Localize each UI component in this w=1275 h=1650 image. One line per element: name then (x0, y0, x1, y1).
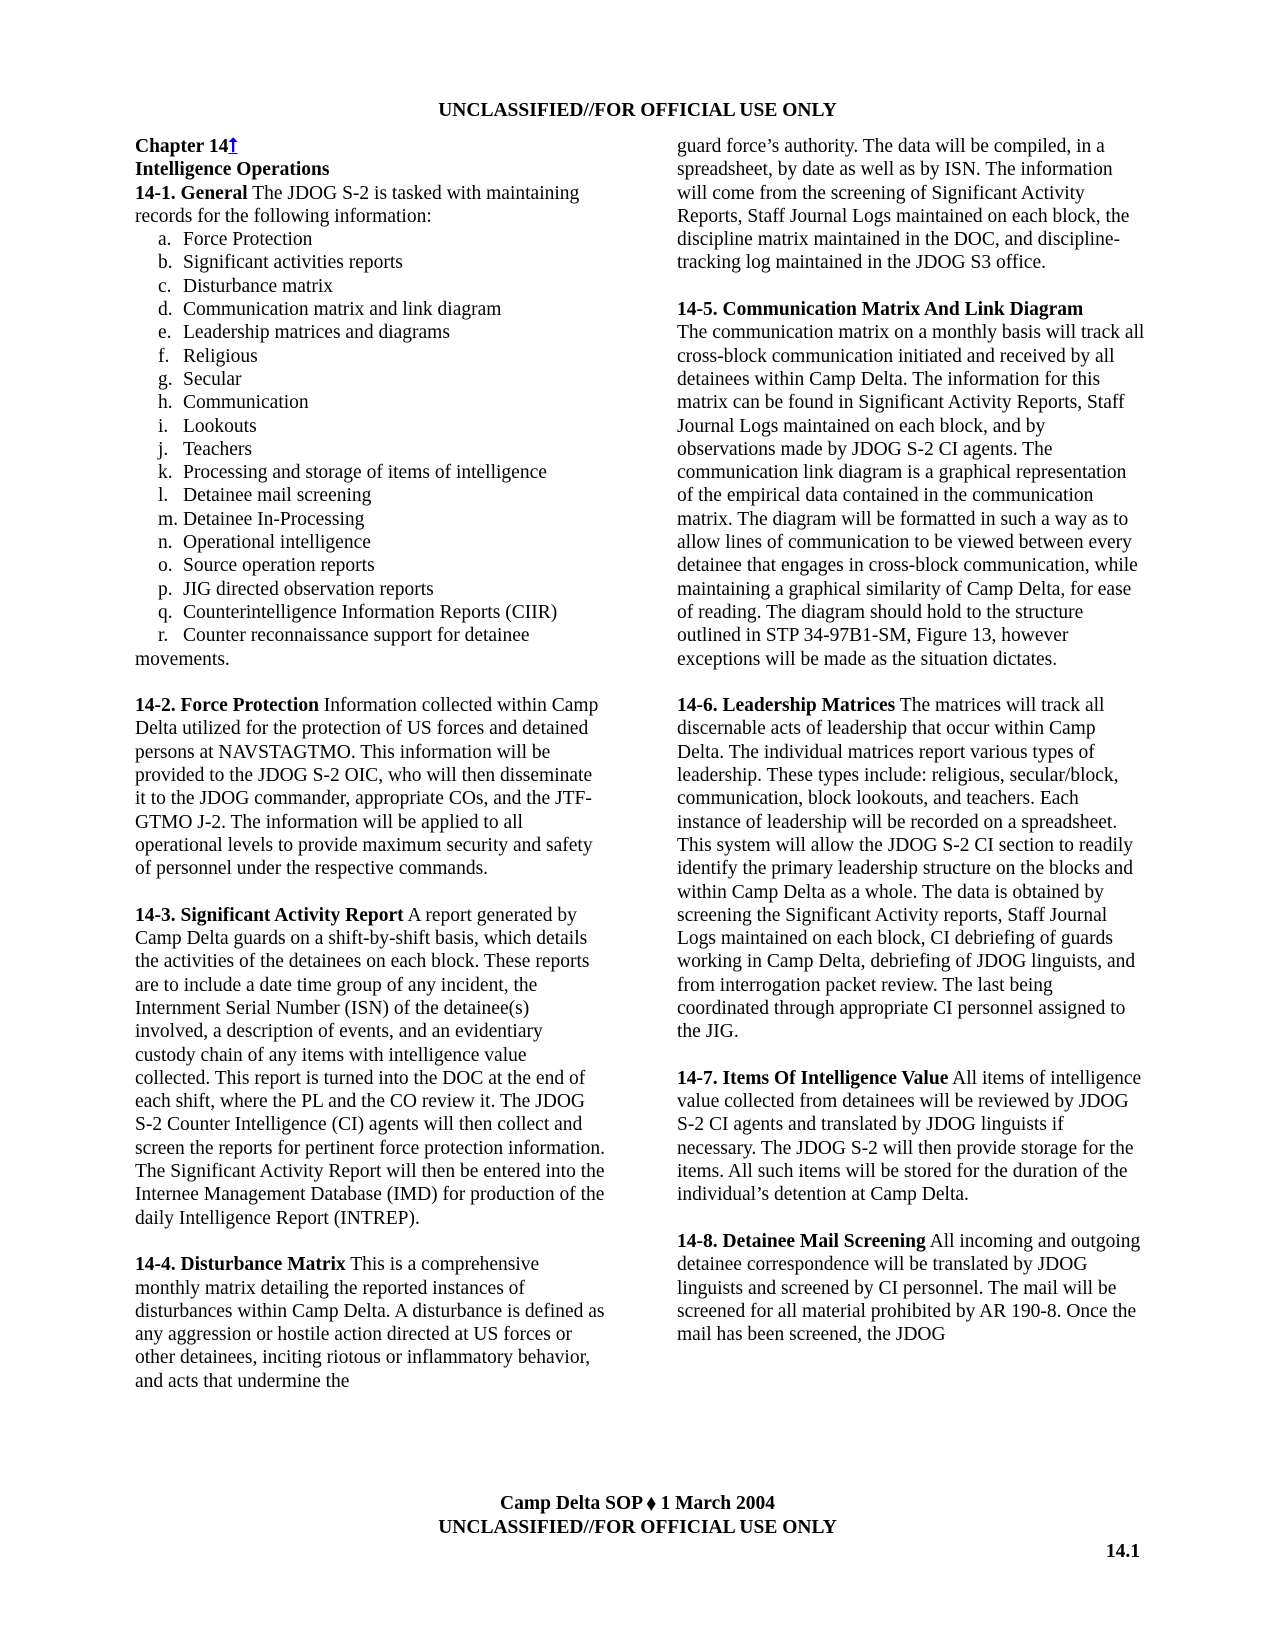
list-item (135, 298, 605, 321)
list-letter: g. (158, 368, 173, 390)
section-body: The matrices will track all discernable acts of leadership that occur within Camp Delta. The individual matrices report various types of leadership. These types include: religious, secular/block, communication, block lookouts, and teachers. Each instance of leadership will be recorded on a spreadsheet. This system will allow the JDOG S-2 CI section to readily identify the primary leadership structure on the blocks and within Camp Delta as a whole. The data is obtained by screening the Significant Activity reports, Staff Journal Logs maintained on each block, CI debriefing of guards working in Camp Delta, debriefing of JDOG linguists, and from interrogation packet review. The last being coordinated through appropriate CI personnel assigned to the JIG. (677, 695, 1136, 1043)
list-text: Leadership matrices and diagrams (183, 322, 450, 344)
section-heading: 14-1. General (135, 182, 248, 204)
list-text: Counterintelligence Information Reports (CIIR) (183, 601, 558, 623)
section-heading: 14-3. Significant Activity Report (135, 904, 404, 926)
list-letter: p. (158, 578, 173, 600)
section-14-5 (677, 298, 1147, 321)
section-heading: 14-4. Disturbance Matrix (135, 1254, 346, 1276)
list-item (135, 391, 605, 414)
list-item-continuation: movements. (135, 648, 230, 670)
list-text: Communication matrix and link diagram (183, 299, 502, 321)
section-heading: 14-2. Force Protection (135, 695, 319, 717)
section-body: The communication matrix on a monthly basis will track all cross-block communication initiated and received by all detainees within Camp Delta. The information for this matrix can be found in Significant Activity Reports, Staff Journal Logs maintained on each block, and by observations made by JDOG S-2 CI agents. The communication link diagram is a graphical representation of the empirical data contained in the communication matrix. The diagram will be formatted in such a way as to allow lines of communication to be viewed between every detainee that engages in cross-block communication, while maintaining a graphical similarity of Camp Delta, for ease of reading. The diagram should hold to the structure outlined in STP 34-97B1-SM, Figure 13, however exceptions will be made as the situation dictates. (677, 322, 1145, 670)
list-text: Significant activities reports (183, 252, 403, 274)
section-heading: 14-8. Detainee Mail Screening (677, 1230, 926, 1252)
list-text: Source operation reports (183, 555, 375, 577)
chapter-title: Intelligence Operations (135, 159, 330, 181)
list-letter: i. (158, 415, 169, 437)
page-number: 14.1 (1105, 1541, 1140, 1562)
list-text: Counter reconnaissance support for detainee (183, 625, 530, 647)
list-text: Disturbance matrix (183, 275, 333, 297)
list-letter: l. (158, 485, 169, 507)
list-letter: a. (158, 229, 172, 251)
section-body: This is a comprehensive monthly matrix detailing the reported instances of disturbances within Camp Delta. A disturbance is defined as any aggression or hostile action directed at US forces or other detainees, inciting riotous or inflammatory behavior, and acts that undermine the (135, 1254, 605, 1392)
list-text: Detainee In-Processing (183, 508, 365, 530)
list-letter: r. (158, 625, 169, 647)
list-text: Communication (183, 392, 309, 414)
list-item (135, 251, 605, 274)
section-14-4 (135, 1253, 605, 1393)
list-item (135, 531, 605, 554)
list-item (135, 345, 605, 368)
footer-classification: UNCLASSIFIED//FOR OFFICIAL USE ONLY (438, 1517, 837, 1538)
list-item (135, 554, 605, 577)
section-body: A report generated by Camp Delta guards on a shift-by-shift basis, which details the activities of the detainees on each block. These reports are to include a date time group of any incident, the Internment Serial Number (ISN) of the detainee(s) involved, a description of events, and an evidentiary custody chain of any items with intelligence value collected. This report is turned into the DOC at the end of each shift, where the PL and the CO review it. The JDOG S-2 Counter Intelligence (CI) agents will then collect and screen the reports for pertinent force protection information. The Significant Activity Report will then be entered into the Internee Management Database (IMD) for production of the daily Intelligence Report (INTREP). (135, 904, 605, 1229)
list-item (135, 438, 605, 461)
up-arrow-icon[interactable]: ⭡ (228, 136, 238, 157)
section-14-2 (135, 694, 605, 880)
list-item (135, 624, 605, 647)
section-heading: 14-6. Leadership Matrices (677, 695, 896, 717)
section-heading: 14-5. Communication Matrix And Link Diagram (677, 299, 1084, 321)
section-14-7 (677, 1067, 1147, 1207)
list-letter: f. (158, 345, 170, 367)
topic-list (135, 228, 605, 624)
list-letter: m. (158, 508, 179, 530)
list-letter: h. (158, 392, 173, 414)
list-item (135, 461, 605, 484)
left-column (135, 135, 605, 1393)
section-14-3 (135, 904, 605, 1230)
list-item (135, 601, 605, 624)
list-letter: o. (158, 555, 173, 577)
list-letter: j. (158, 438, 169, 460)
list-text: Operational intelligence (183, 532, 371, 554)
list-letter: k. (158, 462, 173, 484)
list-item (135, 578, 605, 601)
list-item (135, 275, 605, 298)
section-body: All items of intelligence value collected from detainees will be reviewed by JDOG S-2 CI agents and translated by JDOG linguists if necessary. The JDOG S-2 will then provide storage for the items. All such items will be stored for the duration of the individual’s detention at Camp Delta. (677, 1067, 1142, 1206)
list-item (135, 508, 605, 531)
list-letter: n. (158, 532, 173, 554)
section-body: All incoming and outgoing detainee correspondence will be translated by JDOG linguists and screened by CI personnel. The mail will be screened for all material prohibited by AR 190-8. Once the mail has been screened, the JDOG (677, 1230, 1141, 1346)
section-body: The JDOG S-2 is tasked with maintaining records for the following information: (135, 182, 580, 227)
section-14-4-continued: guard force’s authority. The data will be compiled, in a spreadsheet, by date as well as by ISN. The information will come from the screening of Significant Activity Reports, Staff Journal Logs maintained on each block, the discipline matrix maintained in the DOC, and discipline-tracking log maintained in the JDOG S3 office. (677, 136, 1130, 274)
list-item (135, 228, 605, 251)
list-item (135, 415, 605, 438)
footer-title: Camp Delta SOP ⬧ 1 March 2004 (500, 1493, 775, 1514)
list-letter: e. (158, 322, 172, 344)
header-classification: UNCLASSIFIED//FOR OFFICIAL USE ONLY (438, 100, 837, 121)
right-column (677, 135, 1147, 1346)
list-text: JIG directed observation reports (183, 578, 434, 600)
list-item (135, 321, 605, 344)
section-heading: 14-7. Items Of Intelligence Value (677, 1067, 949, 1089)
list-text: Detainee mail screening (183, 485, 372, 507)
list-letter: d. (158, 299, 173, 321)
list-text: Teachers (183, 438, 253, 460)
section-14-8 (677, 1230, 1147, 1346)
chapter-label (135, 135, 605, 158)
section-14-6 (677, 694, 1147, 1043)
list-item (135, 368, 605, 391)
list-letter: q. (158, 601, 173, 623)
list-letter: b. (158, 252, 173, 274)
section-body: Information collected within Camp Delta utilized for the protection of US forces and detained persons at NAVSTAGTMO. This information will be provided to the JDOG S-2 OIC, who will then disseminate it to the JDOG commander, appropriate COs, and the JTF-GTMO J-2. The information will be applied to all operational levels to provide maximum security and safety of personnel under the respective commands. (135, 695, 599, 880)
section-14-1 (135, 182, 605, 229)
list-item (135, 484, 605, 507)
list-text: Religious (183, 345, 258, 367)
list-text: Secular (183, 368, 242, 390)
list-text: Processing and storage of items of intelligence (183, 462, 547, 484)
chapter-number: Chapter 14 (135, 136, 229, 157)
list-text: Lookouts (183, 415, 257, 437)
list-letter: c. (158, 275, 172, 297)
list-text: Force Protection (183, 229, 313, 251)
